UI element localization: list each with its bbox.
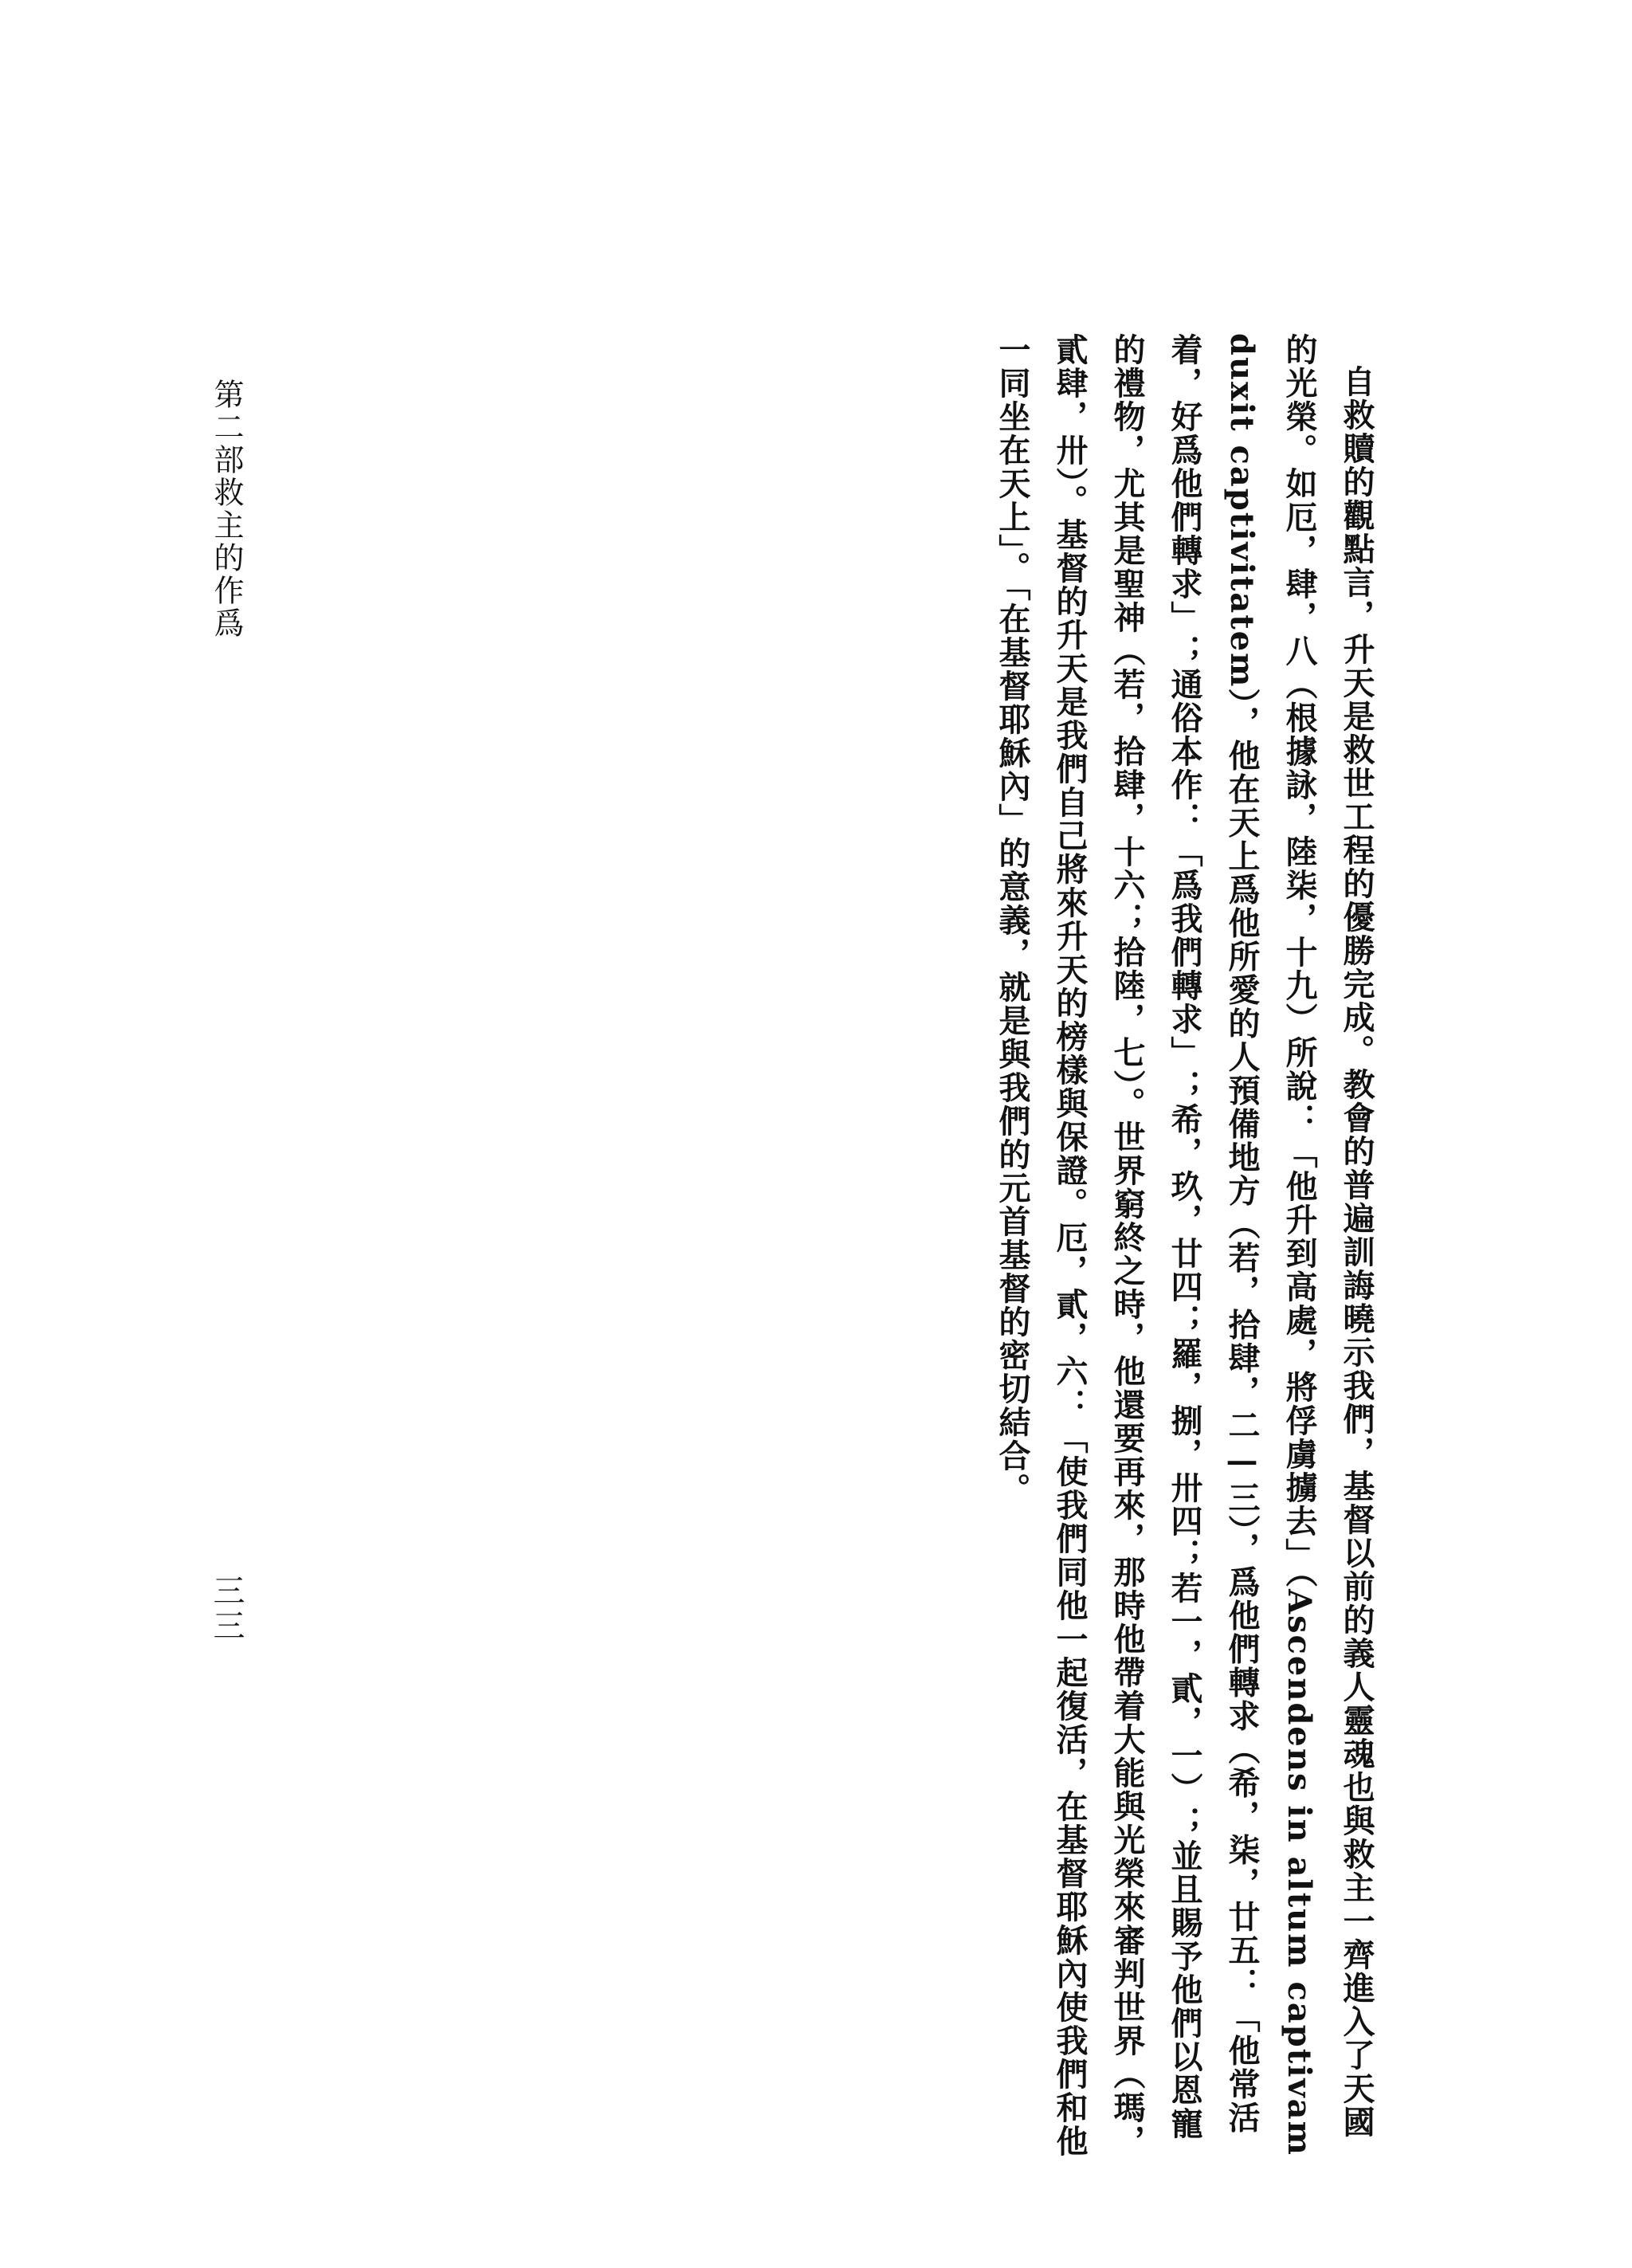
running-head-title: 救主的作爲 bbox=[209, 477, 244, 640]
paragraph-text: 自救贖的觀點言，升天是救世工程的優勝完成。教會的普遍訓誨曉示我們，基督以前的義人靈魂也與救主一齊進入了天國的光榮。如厄，肆，八（根據詠，陸柒，十九）所說：「他升到高處，將俘虜擄去」（ bbox=[1281, 333, 1375, 2139]
main-text-block bbox=[994, 333, 1385, 2166]
running-head-part: 第二部 bbox=[209, 379, 244, 477]
latin-quotation: Ascendens in altum captivam duxit captivitatem bbox=[1223, 333, 1318, 2156]
body-paragraph bbox=[983, 333, 1385, 2166]
running-head bbox=[209, 379, 244, 640]
page-number: 三三 bbox=[208, 1574, 245, 1644]
paragraph-text-continued: ），他在天上爲他所愛的人預備地方（若，拾肆，二—三），爲他們轉求（希，柒，廿五：「他常活着，好爲他們轉求」；通俗本作：「爲我們轉求」；希，玖，廿四；羅，捌，卅四；若一，貳，一）；並且賜予他們以恩寵的禮物，尤其是聖神（若，拾肆，十六；拾陸，七）。世界窮終之時，他還要再來，那時他帶着大能與光榮來審判世界（瑪，貳肆，卅）。基督的升天是我們自己將來升天的榜樣與保證。厄，貳，六：「使我們同他一起復活，在基督耶穌內使我們和他一同坐在天上」。「在基督耶穌內」的意義，就是與我們的元首基督的密切結合。 bbox=[994, 333, 1261, 2158]
